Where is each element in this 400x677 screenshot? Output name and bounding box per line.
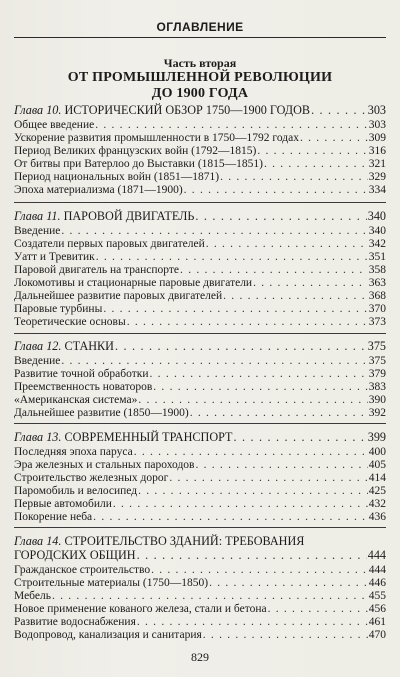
toc-entry: [14, 394, 386, 407]
toc-entry-page: 316: [368, 145, 386, 157]
leader-dots: [311, 103, 367, 117]
leader-dots: [184, 184, 368, 197]
chapter-number: Глава 12.: [14, 339, 62, 353]
running-head: ОГЛАВЛЕНИЕ: [156, 20, 244, 34]
toc-entry-page: 342: [368, 238, 386, 250]
toc-entry: [14, 498, 386, 511]
chapter-14: [14, 534, 386, 642]
chapter-title: ПАРОВОЙ ДВИГАТЕЛЬ: [63, 209, 195, 223]
leader-dots: [206, 238, 368, 251]
chapter-page: 444: [367, 548, 386, 562]
toc-entry-page: 390: [368, 394, 386, 406]
toc-entry-page: 444: [368, 564, 386, 576]
toc-entry-page: 334: [368, 184, 386, 196]
toc-entry-label: Мебель: [14, 590, 51, 602]
leader-dots: [257, 145, 367, 158]
toc-entry-page: 368: [368, 290, 386, 302]
leader-dots: [137, 548, 367, 562]
toc-entry-label: Преемственность новаторов: [14, 381, 153, 393]
toc-entry-page: 363: [368, 277, 386, 289]
leader-dots: [138, 485, 368, 498]
toc-entry: [14, 303, 386, 316]
chapter-heading-text: [14, 534, 304, 548]
toc-entry-page: 329: [368, 171, 386, 183]
toc-entry: [14, 145, 386, 158]
leader-dots: [209, 577, 368, 590]
toc-entry: [14, 485, 386, 498]
toc-entry-label: «Американская система»: [14, 394, 138, 406]
leader-dots: [96, 251, 368, 264]
toc-entry-label: Дальнейшее развитие (1850—1900): [14, 407, 189, 419]
chapter-12: [14, 339, 386, 420]
leader-dots: [264, 158, 368, 171]
toc-entry-label: Введение: [14, 225, 61, 237]
toc-entry-page: 432: [368, 498, 386, 510]
toc-entry-label: Ускорение развития промышленности в 1750—1792 годах: [14, 132, 299, 144]
toc-entry-page: 414: [368, 472, 386, 484]
toc-entry-page: 379: [368, 368, 386, 380]
toc-entry-page: 461: [368, 616, 386, 628]
chapter-heading: [14, 430, 386, 444]
toc-entry-label: Паромобиль и велосипед: [14, 485, 138, 497]
toc-entry-page: 370: [368, 303, 386, 315]
toc-entry: [14, 511, 386, 524]
leader-dots: [190, 407, 368, 420]
toc-entry-label: Общее введение: [14, 119, 95, 131]
toc-entry: [14, 629, 386, 642]
toc-entry-label: Водопровод, канализация и санитария: [14, 629, 202, 641]
toc-entry-page: 351: [368, 251, 386, 263]
leader-dots: [113, 498, 368, 511]
chapter-13: [14, 430, 386, 524]
toc-entry-page: 400: [368, 446, 386, 458]
part-title-line-2: ДО 1900 ГОДА: [151, 86, 249, 101]
toc-entry-label: Эпоха материализма (1871—1900): [14, 184, 183, 196]
toc-entry: [14, 316, 386, 329]
toc-entry-label: Локомотивы и стационарные паровые двигатели: [14, 277, 253, 289]
toc-entry-page: 358: [368, 264, 386, 276]
leader-dots: [268, 603, 368, 616]
leader-dots: [300, 132, 368, 145]
toc-entry-page: 436: [368, 511, 386, 523]
toc-entry: [14, 225, 386, 238]
leader-dots: [180, 264, 368, 277]
toc-entry-label: Развитие точной обработки: [14, 368, 149, 380]
toc-entry-label: Строительные материалы (1750—1850): [14, 577, 209, 589]
toc-entry-label: Последняя эпоха паруса: [14, 446, 133, 458]
leader-dots: [150, 368, 368, 381]
toc-entry: [14, 132, 386, 145]
leader-dots: [137, 616, 368, 629]
leader-dots: [95, 119, 368, 132]
chapter-heading: [14, 534, 386, 548]
toc-entry-label: Развитие водоснабжения: [14, 616, 136, 628]
chapter-title: СТАНКИ: [64, 339, 114, 353]
chapter-page: 303: [367, 103, 386, 117]
toc-entry-label: Введение: [14, 355, 61, 367]
part-title: [0, 70, 400, 102]
chapter-title: ИСТОРИЧЕСКИЙ ОБЗОР 1750—1900 ГОДОВ: [64, 103, 311, 117]
chapter-10: [14, 103, 386, 197]
toc-entry-label: Создатели первых паровых двигателей: [14, 238, 205, 250]
leader-dots: [220, 171, 368, 184]
toc-entry-label: Первые автомобили: [14, 498, 112, 510]
toc-entry-label: От битвы при Ватерлоо до Выставки (1815—1851): [14, 158, 263, 170]
chapter-heading: [14, 339, 386, 353]
toc-entry-label: Уатт и Тревитик: [14, 251, 95, 263]
toc-entry: [14, 368, 386, 381]
toc-entry-page: 375: [368, 355, 386, 367]
chapter-title: СОВРЕМЕННЫЙ ТРАНСПОРТ: [64, 430, 233, 444]
toc-entry-label: Дальнейшее развитие паровых двигателей: [14, 290, 223, 302]
chapter-number: Глава 10.: [14, 103, 62, 117]
leader-dots: [61, 355, 367, 368]
toc-entry-label: Покорение неба: [14, 511, 93, 523]
toc-entry: [14, 355, 386, 368]
toc-entry: [14, 119, 386, 132]
chapter-separator: [14, 527, 386, 528]
chapter-number: Глава 14.: [14, 534, 62, 548]
chapter-heading: [14, 209, 386, 223]
chapter-heading: [14, 103, 386, 117]
leader-dots: [195, 209, 366, 223]
toc-entry: [14, 446, 386, 459]
toc-entry-label: Теоретические основы: [14, 316, 126, 328]
toc-entry-page: 425: [368, 485, 386, 497]
toc-entry: [14, 184, 386, 197]
chapter-page: 375: [367, 339, 386, 353]
toc-entry: [14, 407, 386, 420]
toc-entry: [14, 564, 386, 577]
chapter-heading-text: [14, 430, 233, 444]
leader-dots: [115, 339, 367, 353]
leader-dots: [234, 430, 367, 444]
leader-dots: [127, 316, 368, 329]
toc-entry: [14, 459, 386, 472]
toc-entry-label: Паровые турбины: [14, 303, 103, 315]
chapter-11: [14, 209, 386, 329]
toc-entry: [14, 277, 386, 290]
leader-dots: [52, 590, 368, 603]
leader-dots: [151, 564, 368, 577]
chapter-page: 340: [367, 209, 386, 223]
toc-entry-page: 446: [368, 577, 386, 589]
chapter-heading-text: [14, 103, 310, 117]
leader-dots: [103, 303, 367, 316]
toc-entry-label: Эра железных и стальных пароходов: [14, 459, 195, 471]
chapter-separator: [14, 333, 386, 334]
leader-dots: [93, 511, 368, 524]
leader-dots: [138, 394, 367, 407]
toc-entry: [14, 238, 386, 251]
toc-entry-label: Период Великих французских войн (1792—1815): [14, 145, 257, 157]
toc-entry-page: 455: [368, 590, 386, 602]
toc-entry-page: 405: [368, 459, 386, 471]
toc-entry-page: 309: [368, 132, 386, 144]
leader-dots: [253, 277, 368, 290]
chapter-number: Глава 11.: [14, 209, 61, 223]
toc-entry-page: 392: [368, 407, 386, 419]
chapter-number: Глава 13.: [14, 430, 62, 444]
toc-entry: [14, 472, 386, 485]
chapter-title: СТРОИТЕЛЬСТВО ЗДАНИЙ: ТРЕБОВАНИЯ: [64, 534, 305, 548]
toc-entry: [14, 158, 386, 171]
chapter-title-line-2: ГОРОДСКИХ ОБЩИН: [14, 548, 136, 562]
toc-entry: [14, 381, 386, 394]
toc-entry: [14, 251, 386, 264]
chapter-separator: [14, 423, 386, 424]
toc-entry: [14, 171, 386, 184]
toc-entry-page: 470: [368, 629, 386, 641]
toc-entry: [14, 290, 386, 303]
toc-entry-page: 456: [368, 603, 386, 615]
leader-dots: [153, 381, 367, 394]
chapter-heading-text: [14, 209, 194, 223]
leader-dots: [169, 472, 367, 485]
toc-entry-label: Новое применение кованого железа, стали и бетона: [14, 603, 267, 615]
leader-dots: [203, 629, 368, 642]
toc-entry-page: 340: [368, 225, 386, 237]
chapter-separator: [14, 202, 386, 203]
part-label: Часть вторая: [163, 56, 237, 70]
toc-entry-page: 321: [368, 158, 386, 170]
chapter-heading-text: [14, 339, 114, 353]
part-title-line-1: ОТ ПРОМЫШЛЕННОЙ РЕВОЛЮЦИИ: [67, 70, 333, 85]
leader-dots: [223, 290, 368, 303]
toc-entry: [14, 590, 386, 603]
toc-entry: [14, 264, 386, 277]
chapter-heading-line-2: [14, 548, 386, 562]
toc-entry-label: Гражданское строительство: [14, 564, 151, 576]
leader-dots: [195, 459, 367, 472]
header-rule: [14, 37, 386, 38]
toc-entry-label: Период национальных войн (1851—1871): [14, 171, 220, 183]
chapter-page: 399: [367, 430, 386, 444]
toc-entry-page: 303: [368, 119, 386, 131]
toc-entry-page: 383: [368, 381, 386, 393]
toc-entry-label: Строительство железных дорог: [14, 472, 169, 484]
toc-entry-label: Паровой двигатель на транспорте: [14, 264, 180, 276]
toc-entry-page: 373: [368, 316, 386, 328]
leader-dots: [61, 225, 367, 238]
toc-entry: [14, 616, 386, 629]
toc-entry: [14, 577, 386, 590]
page-number: 829: [191, 650, 209, 664]
leader-dots: [134, 446, 368, 459]
toc-entry: [14, 603, 386, 616]
